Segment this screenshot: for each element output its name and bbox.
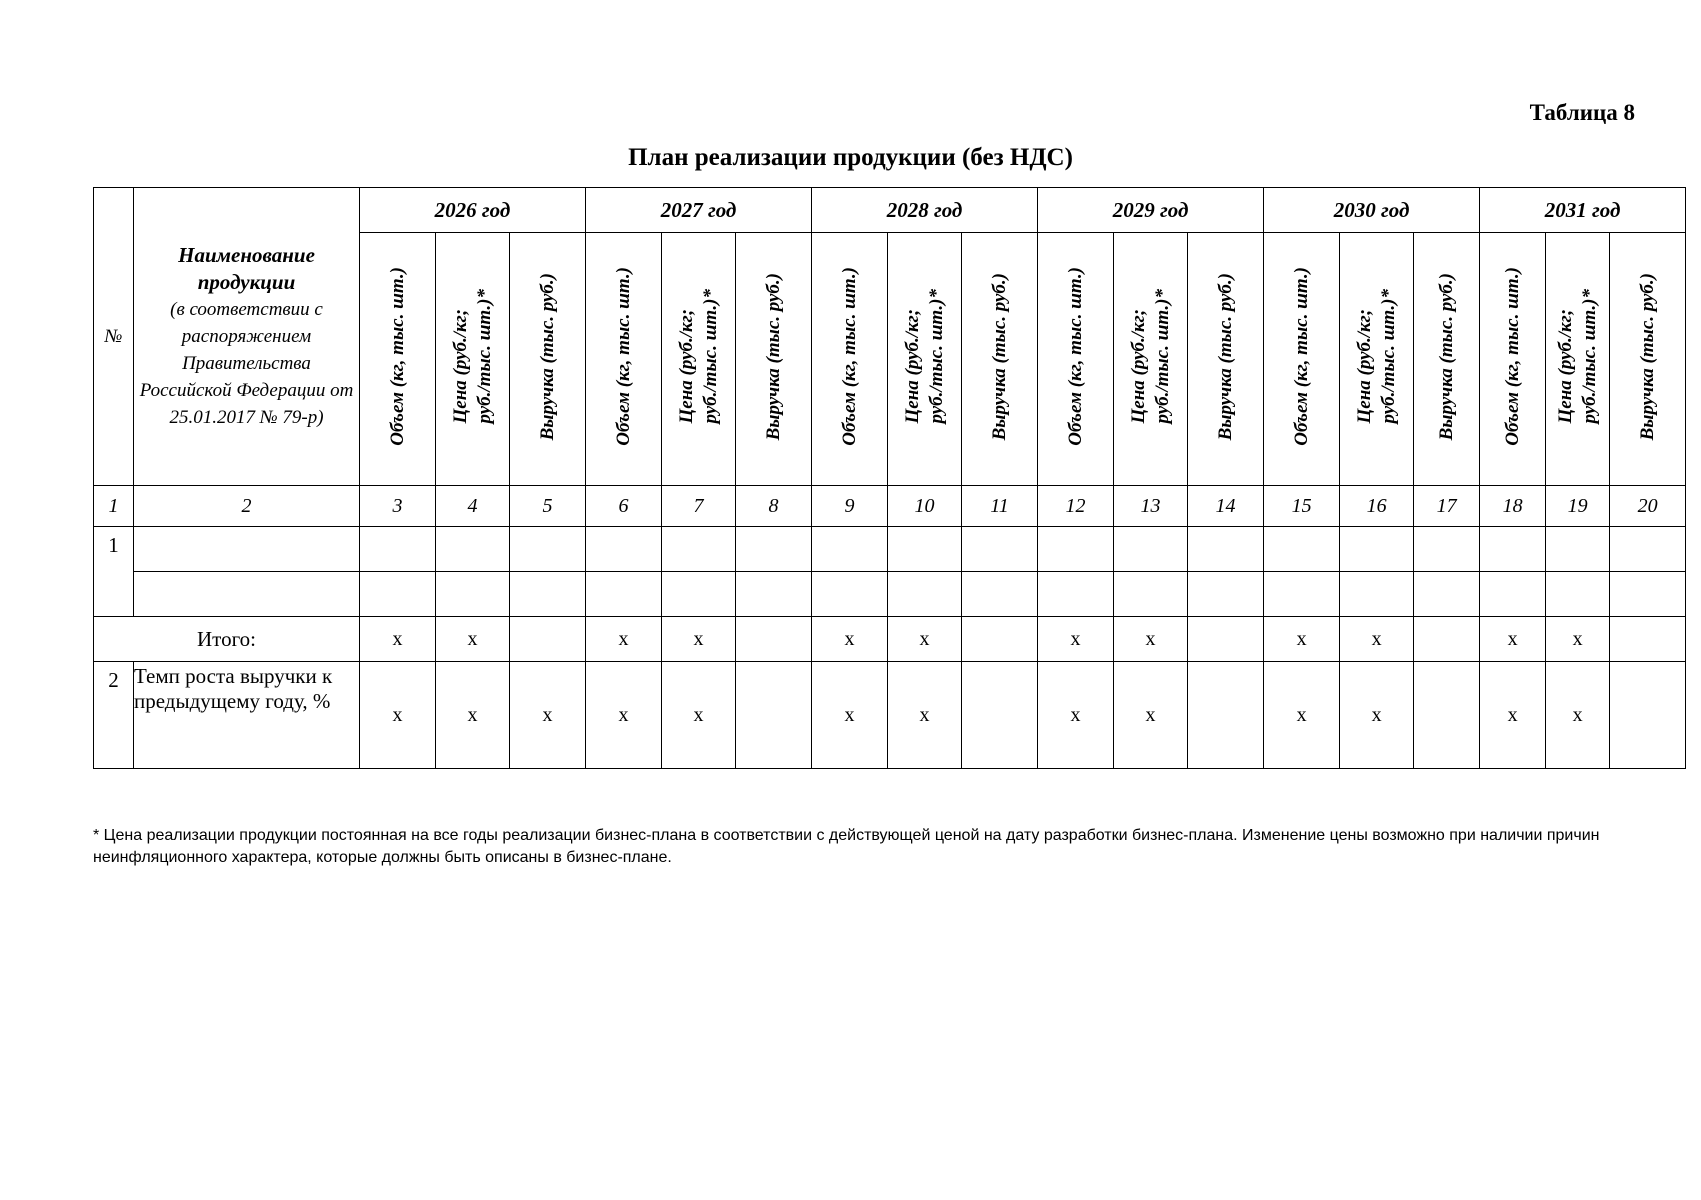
price-header-text: Цена (руб./кг; руб./тыс. шт.)* bbox=[1353, 289, 1399, 424]
column-number: 17 bbox=[1414, 486, 1480, 527]
growth-cell bbox=[962, 662, 1038, 769]
volume-header-text: Объем (кг, тыс. шт.) bbox=[1290, 267, 1312, 446]
revenue-header bbox=[510, 233, 586, 486]
revenue-header bbox=[1188, 233, 1264, 486]
volume-header bbox=[360, 233, 436, 486]
total-cell: x bbox=[1546, 617, 1610, 662]
column-number: 18 bbox=[1480, 486, 1546, 527]
growth-cell: x bbox=[1480, 662, 1546, 769]
total-cell: x bbox=[586, 617, 662, 662]
empty-cell bbox=[1340, 527, 1414, 572]
empty-cell bbox=[586, 527, 662, 572]
price-header bbox=[1546, 233, 1610, 486]
empty-cell bbox=[134, 572, 360, 617]
column-number: 8 bbox=[736, 486, 812, 527]
column-number: 10 bbox=[888, 486, 962, 527]
total-cell bbox=[1610, 617, 1686, 662]
empty-cell bbox=[736, 527, 812, 572]
column-number: 11 bbox=[962, 486, 1038, 527]
year-header-row bbox=[94, 188, 1686, 233]
empty-cell bbox=[888, 572, 962, 617]
product-name-header-note: (в соответствии с распоряжением Правительства Российской Федерации от 25.01.2017 № 79-р) bbox=[139, 299, 354, 428]
growth-cell bbox=[1610, 662, 1686, 769]
price-header bbox=[436, 233, 510, 486]
total-cell: x bbox=[436, 617, 510, 662]
total-cell: x bbox=[662, 617, 736, 662]
empty-cell bbox=[1264, 527, 1340, 572]
total-cell: x bbox=[888, 617, 962, 662]
revenue-header bbox=[962, 233, 1038, 486]
total-row bbox=[94, 617, 1686, 662]
empty-cell bbox=[436, 527, 510, 572]
year-header: 2031 год bbox=[1480, 188, 1686, 233]
product-name-header bbox=[134, 188, 360, 486]
total-cell bbox=[736, 617, 812, 662]
empty-cell bbox=[962, 527, 1038, 572]
empty-cell bbox=[1546, 527, 1610, 572]
revenue-header bbox=[736, 233, 812, 486]
empty-cell bbox=[1188, 572, 1264, 617]
year-header: 2026 год bbox=[360, 188, 586, 233]
growth-cell bbox=[1188, 662, 1264, 769]
total-cell bbox=[1188, 617, 1264, 662]
growth-cell bbox=[1414, 662, 1480, 769]
total-cell: x bbox=[1480, 617, 1546, 662]
revenue-header-text: Выручка (тыс. руб.) bbox=[988, 272, 1010, 441]
year-header: 2030 год bbox=[1264, 188, 1480, 233]
growth-row bbox=[94, 662, 1686, 769]
product-name-header-title: Наименование продукции bbox=[178, 243, 315, 294]
number-column-header: № bbox=[94, 188, 134, 486]
table-number-label: Таблица 8 bbox=[1529, 100, 1635, 125]
empty-cell bbox=[360, 527, 436, 572]
year-header: 2027 год bbox=[586, 188, 812, 233]
price-header bbox=[662, 233, 736, 486]
column-number: 16 bbox=[1340, 486, 1414, 527]
empty-cell bbox=[812, 527, 888, 572]
growth-cell: x bbox=[1340, 662, 1414, 769]
total-cell bbox=[962, 617, 1038, 662]
column-number: 13 bbox=[1114, 486, 1188, 527]
price-header-text: Цена (руб./кг; руб./тыс. шт.)* bbox=[901, 289, 947, 424]
total-cell: x bbox=[1340, 617, 1414, 662]
empty-cell bbox=[1610, 572, 1686, 617]
empty-cell bbox=[1414, 527, 1480, 572]
growth-cell: x bbox=[436, 662, 510, 769]
price-header-text: Цена (руб./кг; руб./тыс. шт.)* bbox=[675, 289, 721, 424]
revenue-header-text: Выручка (тыс. руб.) bbox=[762, 272, 784, 441]
revenue-header-text: Выручка (тыс. руб.) bbox=[536, 272, 558, 441]
revenue-header-text: Выручка (тыс. руб.) bbox=[1214, 272, 1236, 441]
price-header-text: Цена (руб./кг; руб./тыс. шт.)* bbox=[1127, 289, 1173, 424]
growth-cell bbox=[736, 662, 812, 769]
empty-cell bbox=[510, 527, 586, 572]
column-number: 1 bbox=[94, 486, 134, 527]
total-cell: x bbox=[1114, 617, 1188, 662]
empty-cell bbox=[736, 572, 812, 617]
empty-cell bbox=[1114, 527, 1188, 572]
total-cell bbox=[1414, 617, 1480, 662]
column-number-row bbox=[94, 486, 1686, 527]
volume-header bbox=[1038, 233, 1114, 486]
column-number: 4 bbox=[436, 486, 510, 527]
volume-header-text: Объем (кг, тыс. шт.) bbox=[1064, 267, 1086, 446]
revenue-header bbox=[1414, 233, 1480, 486]
column-number: 12 bbox=[1038, 486, 1114, 527]
table-row bbox=[94, 527, 1686, 572]
empty-cell bbox=[1610, 527, 1686, 572]
empty-cell bbox=[662, 527, 736, 572]
empty-cell bbox=[812, 572, 888, 617]
growth-cell: x bbox=[812, 662, 888, 769]
empty-cell bbox=[1188, 527, 1264, 572]
revenue-header-text: Выручка (тыс. руб.) bbox=[1435, 272, 1457, 441]
column-number: 20 bbox=[1610, 486, 1686, 527]
empty-cell bbox=[962, 572, 1038, 617]
total-label: Итого: bbox=[94, 617, 360, 662]
year-header: 2029 год bbox=[1038, 188, 1264, 233]
price-header-text: Цена (руб./кг; руб./тыс. шт.)* bbox=[449, 289, 495, 424]
empty-cell bbox=[1480, 527, 1546, 572]
table-row bbox=[94, 572, 1686, 617]
total-cell: x bbox=[812, 617, 888, 662]
total-cell: x bbox=[360, 617, 436, 662]
empty-cell bbox=[1414, 572, 1480, 617]
empty-cell bbox=[436, 572, 510, 617]
empty-cell bbox=[1038, 527, 1114, 572]
price-header-text: Цена (руб./кг; руб./тыс. шт.)* bbox=[1554, 289, 1600, 424]
empty-cell bbox=[662, 572, 736, 617]
column-number: 7 bbox=[662, 486, 736, 527]
growth-label: Темп роста выручки к предыдущему году, % bbox=[134, 662, 360, 769]
column-number: 9 bbox=[812, 486, 888, 527]
empty-cell bbox=[888, 527, 962, 572]
price-header bbox=[1114, 233, 1188, 486]
volume-header bbox=[586, 233, 662, 486]
row-number: 1 bbox=[94, 527, 134, 617]
empty-cell bbox=[1264, 572, 1340, 617]
volume-header-text: Объем (кг, тыс. шт.) bbox=[838, 267, 860, 446]
column-number: 3 bbox=[360, 486, 436, 527]
empty-cell bbox=[1480, 572, 1546, 617]
growth-cell: x bbox=[510, 662, 586, 769]
growth-cell: x bbox=[662, 662, 736, 769]
growth-cell: x bbox=[1038, 662, 1114, 769]
total-cell: x bbox=[1038, 617, 1114, 662]
column-number: 2 bbox=[134, 486, 360, 527]
growth-cell: x bbox=[888, 662, 962, 769]
growth-cell: x bbox=[360, 662, 436, 769]
column-number: 19 bbox=[1546, 486, 1610, 527]
price-header bbox=[1340, 233, 1414, 486]
growth-cell: x bbox=[586, 662, 662, 769]
column-number: 14 bbox=[1188, 486, 1264, 527]
empty-cell bbox=[1038, 572, 1114, 617]
volume-header bbox=[812, 233, 888, 486]
total-cell bbox=[510, 617, 586, 662]
row-number: 2 bbox=[94, 662, 134, 769]
volume-header bbox=[1264, 233, 1340, 486]
column-number: 6 bbox=[586, 486, 662, 527]
empty-cell bbox=[1114, 572, 1188, 617]
revenue-header-text: Выручка (тыс. руб.) bbox=[1636, 272, 1658, 441]
price-header bbox=[888, 233, 962, 486]
empty-cell bbox=[360, 572, 436, 617]
year-header: 2028 год bbox=[812, 188, 1038, 233]
empty-cell bbox=[134, 527, 360, 572]
empty-cell bbox=[586, 572, 662, 617]
total-cell: x bbox=[1264, 617, 1340, 662]
sales-plan-table bbox=[93, 187, 1686, 769]
volume-header-text: Объем (кг, тыс. шт.) bbox=[1501, 267, 1523, 446]
column-number: 5 bbox=[510, 486, 586, 527]
growth-cell: x bbox=[1546, 662, 1610, 769]
volume-header-text: Объем (кг, тыс. шт.) bbox=[612, 267, 634, 446]
price-footnote: * Цена реализации продукции постоянная на все годы реализации бизнес-плана в соответствии с действующей ценой на дату разработки бизнес-плана. Изменение цены возможно при наличии причин неинфляционного характера, которые должны быть описаны в бизнес-плане. bbox=[93, 827, 1600, 866]
volume-header bbox=[1480, 233, 1546, 486]
growth-cell: x bbox=[1114, 662, 1188, 769]
empty-cell bbox=[1546, 572, 1610, 617]
growth-cell: x bbox=[1264, 662, 1340, 769]
document-title: План реализации продукции (без НДС) bbox=[628, 144, 1073, 171]
empty-cell bbox=[510, 572, 586, 617]
volume-header-text: Объем (кг, тыс. шт.) bbox=[386, 267, 408, 446]
revenue-header bbox=[1610, 233, 1686, 486]
empty-cell bbox=[1340, 572, 1414, 617]
column-number: 15 bbox=[1264, 486, 1340, 527]
